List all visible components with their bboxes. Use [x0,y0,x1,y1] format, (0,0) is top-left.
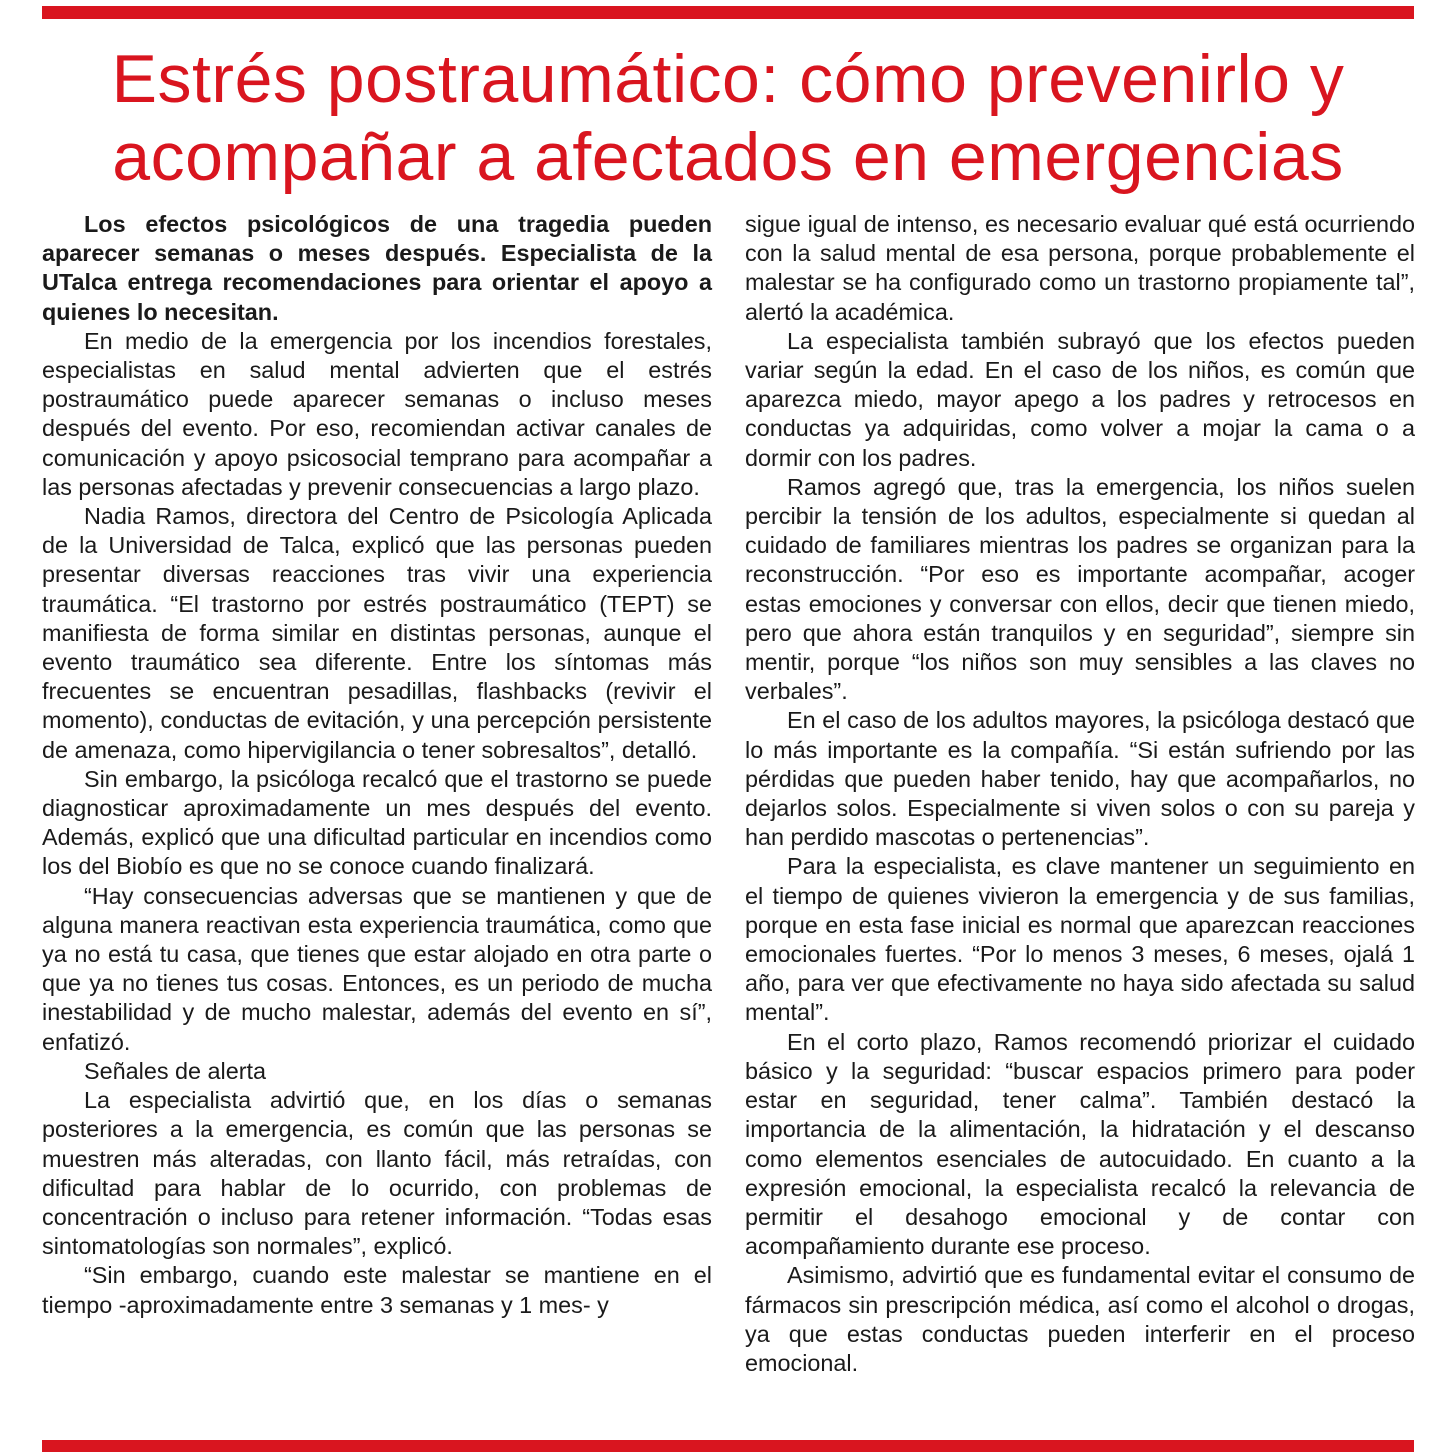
section-subheading: Señales de alerta [84,1057,267,1084]
body-paragraph: “Hay consecuencias adversas que se mantienen y que de alguna manera reactivan esta experiencia traumática, como que ya no está tu casa, que tienes que estar alojado en otra parte o que ya no tienes tus cosas. Entonces, es un periodo de mucha inestabilidad y de mucho malestar, además del evento en sí”, enfatizó. [42,882,712,1055]
body-paragraph: En el corto plazo, Ramos recomendó priorizar el cuidado básico y la seguridad: “buscar espacios primero para poder estar en seguridad, tener calma”. También destacó la importancia de la alimentación, la hidratación y el descanso como elementos esenciales de autocuidado. En cuanto a la expresión emocional, la especialista recalcó la relevancia de permitir el desahogo emocional y de contar con acompañamiento durante ese proceso. [745,1028,1415,1260]
body-paragraph: La especialista advirtió que, en los días o semanas posteriores a la emergencia, es común que las personas se muestren más alteradas, con llanto fácil, más retraídas, con dificultad para hablar de lo ocurrido, con problemas de concentración o incluso para retener información. “Todas esas sintomatologías son normales”, explicó. [42,1087,712,1260]
body-paragraph: En el caso de los adultos mayores, la psicóloga destacó que lo más importante es la compañía. “Si están sufriendo por las pérdidas que pueden haber tenido, hay que acompañarlos, no dejarlos solos. Especialmente si viven solos o con su pareja y han perdido mascotas o pertenencias”. [745,707,1415,851]
body-paragraph: Asimismo, advirtió que es fundamental evitar el consumo de fármacos sin prescripción médica, así como el alcohol o drogas, ya que estas conductas pueden interferir en el proceso emocional. [745,1262,1415,1376]
top-red-rule [42,6,1414,19]
bottom-red-band [42,1440,1414,1452]
body-paragraph: La especialista también subrayó que los efectos pueden variar según la edad. En el caso de los niños, es común que aparezca miedo, mayor apego a los padres y retrocesos en conductas ya adquiridas, como volver a mojar la cama o a dormir con los padres. [745,327,1415,471]
body-paragraph: Ramos agregó que, tras la emergencia, los niños suelen percibir la tensión de los adultos, especialmente si quedan al cuidado de familiares mientras los padres se organizan para la reconstrucción. “Por eso es importante acompañar, acoger estas emociones y conversar con ellos, decir que tienen miedo, pero que ahora están tranquilos y en seguridad”, siempre sin mentir, porque “los niños son muy sensibles a las claves no verbales”. [745,473,1415,705]
body-paragraph: En medio de la emergencia por los incendios forestales, especialistas en salud mental advierten que el estrés postraumático puede aparecer semanas o incluso meses después del evento. Por eso, recomiendan activar canales de comunicación y apoyo psicosocial temprano para acompañar a las personas afectadas y prevenir consecuencias a largo plazo. [42,327,712,500]
body-paragraph: “Sin embargo, cuando este malestar se mantiene en el tiempo -aproximadamente entre 3 semanas y 1 mes- y [42,1262,712,1318]
article-column-left [42,210,712,1320]
article-lead: Los efectos psicológicos de una tragedia pueden aparecer semanas o meses después. Especialista de la UTalca entrega recomendaciones para orientar el apoyo a quienes lo necesitan. [42,211,712,325]
article-headline: Estrés postraumático: cómo prevenirlo y acompañar a afectados en emergencias [111,41,1345,195]
body-paragraph-continued: sigue igual de intenso, es necesario evaluar qué está ocurriendo con la salud mental de esa persona, porque probablemente el malestar se ha configurado como un trastorno propiamente tal”, alertó la académica. [745,211,1415,325]
body-paragraph: Para la especialista, es clave mantener un seguimiento en el tiempo de quienes vivieron la emergencia y de sus familias, porque en esta fase inicial es normal que aparezcan reacciones emocionales fuertes. “Por lo menos 3 meses, 6 meses, ojalá 1 año, para ver que efectivamente no haya sido afectada su salud mental”. [745,853,1415,1026]
body-paragraph: Nadia Ramos, directora del Centro de Psicología Aplicada de la Universidad de Talca, explicó que las personas pueden presentar diversas reacciones tras vivir una experiencia traumática. “El trastorno por estrés postraumático (TEPT) se manifiesta de forma similar en distintas personas, aunque el evento traumático sea diferente. Entre los síntomas más frecuentes se encuentran pesadillas, flashbacks (revivir el momento), conductas de evitación, y una percepción persistente de amenaza, como hipervigilancia o tener sobresaltos”, detalló. [42,503,712,763]
body-paragraph: Sin embargo, la psicóloga recalcó que el trastorno se puede diagnosticar aproximadamente un mes después del evento. Además, explicó que una dificultad particular en incendios como los del Biobío es que no se conoce cuando finalizará. [42,765,712,880]
article-column-right [745,210,1415,1378]
